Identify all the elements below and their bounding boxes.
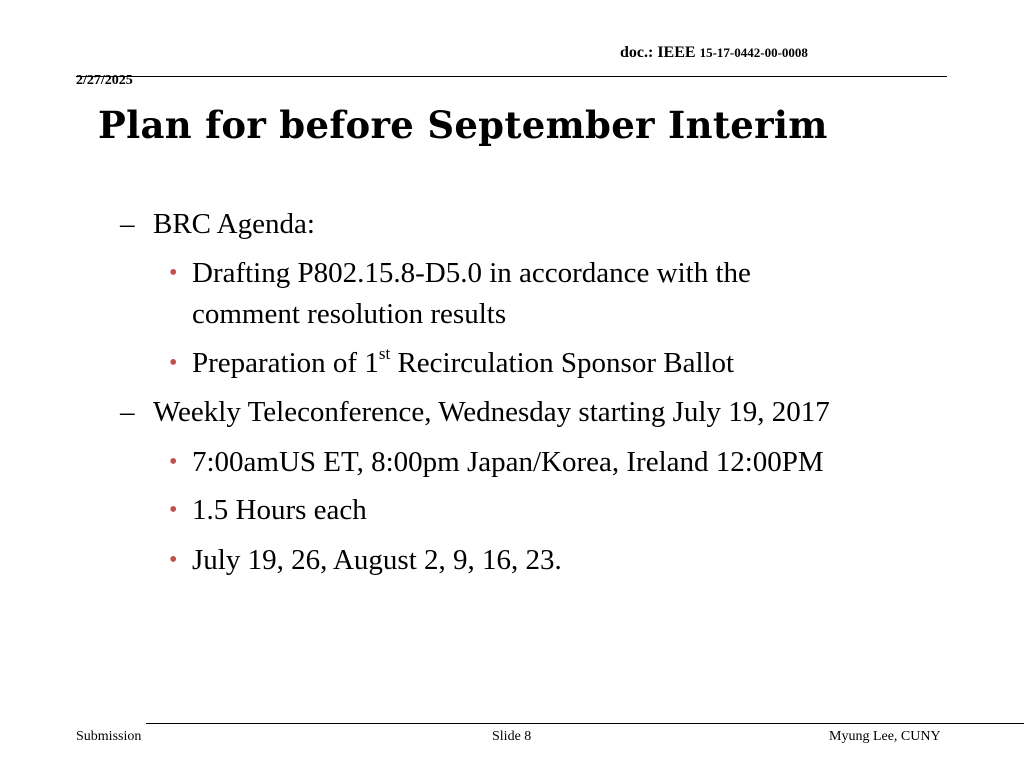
- teleconference-bullet-dates: July 19, 26, August 2, 9, 16, 23.: [192, 544, 562, 576]
- agenda-heading: BRC Agenda:: [153, 208, 315, 240]
- agenda-bullet-drafting-line1: Drafting P802.15.8-D5.0 in accordance with the: [192, 257, 751, 289]
- document-id-prefix: doc.: IEEE: [620, 44, 696, 61]
- ballot-prefix: Preparation of 1: [192, 347, 379, 379]
- agenda-bullet-ballot: [192, 346, 734, 380]
- ballot-suffix: Recirculation Sponsor Ballot: [390, 347, 735, 379]
- footer-author: Myung Lee, CUNY: [829, 729, 941, 744]
- bullet-marker: •: [169, 350, 178, 376]
- teleconference-bullet-duration: 1.5 Hours each: [192, 494, 367, 526]
- footer-rule: [146, 723, 1024, 724]
- bullet-marker: •: [169, 547, 178, 573]
- dash-marker: –: [120, 208, 135, 240]
- bullet-marker: •: [169, 497, 178, 523]
- footer-submission: Submission: [76, 729, 142, 744]
- agenda-bullet-drafting-line2: comment resolution results: [192, 298, 507, 330]
- bullet-marker: •: [169, 449, 178, 475]
- ballot-ordinal-suffix: st: [378, 344, 391, 364]
- footer-slide-number: Slide 8: [492, 729, 532, 744]
- document-id-number: 15-17-0442-00-0008: [699, 45, 808, 60]
- dash-marker: –: [120, 396, 135, 428]
- teleconference-bullet-times: 7:00amUS ET, 8:00pm Japan/Korea, Ireland 12:00PM: [192, 446, 824, 478]
- teleconference-heading: Weekly Teleconference, Wednesday starting July 19, 2017: [153, 396, 830, 428]
- slide-title: Plan for before September Interim: [98, 103, 828, 147]
- bullet-marker: •: [169, 260, 178, 286]
- header-date: 2/27/2025: [76, 73, 133, 88]
